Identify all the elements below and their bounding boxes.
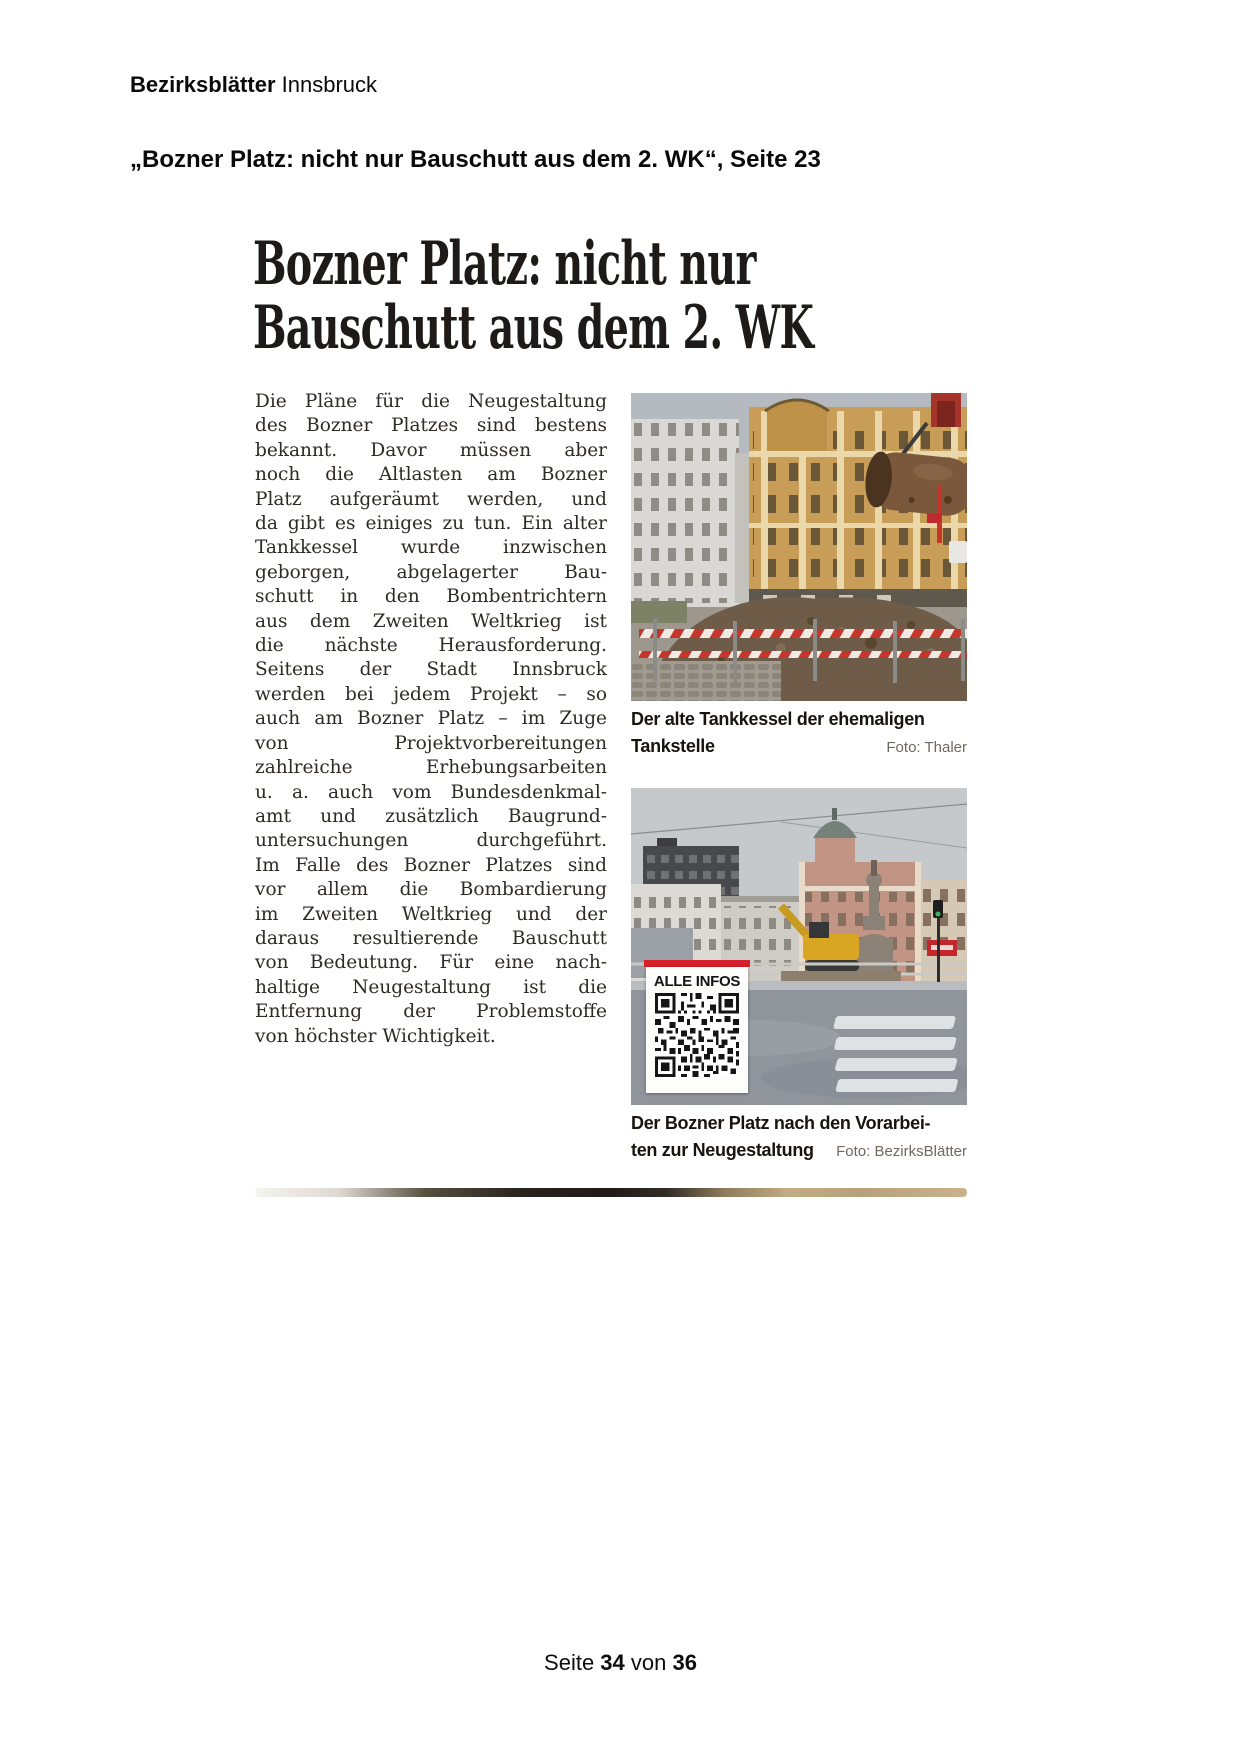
cropped-photo-strip	[255, 1188, 967, 1197]
page-footer	[0, 1650, 1241, 1676]
body-text-line: von höchster Wichtigkeit.	[255, 1025, 496, 1047]
photo-bozner-platz	[631, 788, 967, 1105]
qr-label: ALLE INFOS	[653, 973, 741, 990]
body-text-line: Die Pläne für die Neugestaltung	[255, 391, 607, 412]
body-text-line: Platz aufgeräumt werden, und	[255, 488, 607, 510]
body-text-line: zahlreiche Erhebungsarbeiten	[255, 757, 607, 779]
tank-recovery-illustration	[631, 393, 967, 701]
headline-line-2: Bauschutt aus dem 2. WK	[253, 293, 814, 363]
photo1-caption-line2-text: Tankstelle	[631, 736, 715, 756]
body-text-line: von Bedeutung. Für eine nach-	[255, 952, 607, 974]
body-text-line: des Bozner Platzes sind bestens	[255, 415, 607, 437]
photo2-caption-line2-text: ten zur Neugestaltung	[631, 1140, 814, 1160]
body-text-line: im Zweiten Weltkrieg und der	[255, 903, 607, 925]
body-text-line: geborgen, abgelagerter Bau-	[255, 561, 607, 583]
body-text-line: die nächste Herausforderung.	[255, 635, 607, 657]
footer-label-of: von	[624, 1650, 673, 1675]
publication-brand: Bezirksblätter	[130, 72, 276, 97]
body-text-line: von Projektvorbereitungen	[255, 732, 607, 754]
photo-tank-recovery	[631, 393, 967, 701]
body-text-line: Im Falle des Bozner Platzes sind	[255, 854, 607, 876]
photo1-caption-line2	[631, 733, 967, 761]
photo2-caption-line2	[631, 1137, 967, 1165]
body-text-line: Entfernung der Problemstoffe	[255, 1001, 607, 1023]
body-text-line: auch am Bozner Platz – im Zuge	[255, 708, 607, 730]
body-text-line: Tankkessel wurde inzwischen	[255, 537, 607, 559]
article-body-column	[255, 390, 607, 1049]
qr-code-icon	[655, 993, 739, 1077]
footer-total-pages: 36	[672, 1650, 697, 1675]
photo2-caption	[631, 1110, 967, 1165]
photo2-caption-line1: Der Bozner Platz nach den Vorarbei-	[631, 1113, 931, 1133]
footer-label-page: Seite	[544, 1650, 601, 1675]
body-text-line: amt und zusätzlich Baugrund-	[255, 805, 607, 827]
body-text-line: noch die Altlasten am Bozner	[255, 464, 607, 486]
body-text-line: untersuchungen durchgeführt.	[255, 830, 607, 852]
headline-line-1: Bozner Platz: nicht nur	[253, 229, 756, 299]
body-text-line: aus dem Zweiten Weltkrieg ist	[255, 610, 607, 632]
qr-red-bar	[644, 960, 750, 967]
photo1-caption	[631, 706, 967, 761]
photo2-credit: Foto: BezirksBlätter	[836, 1143, 967, 1160]
article-headline	[253, 229, 1102, 363]
body-text-line: vor allem die Bombardierung	[255, 879, 607, 901]
body-text-line: schutt in den Bombentrichtern	[255, 586, 607, 608]
body-text-line: werden bei jedem Projekt – so	[255, 683, 607, 705]
publication-edition: Innsbruck	[275, 72, 378, 97]
footer-current-page: 34	[600, 1650, 625, 1675]
photo1-caption-line1: Der alte Tankkessel der ehemaligen	[631, 709, 925, 729]
body-text-line: daraus resultierende Bauschutt	[255, 927, 607, 949]
body-text-line: da gibt es einiges zu tun. Ein alter	[255, 513, 607, 535]
body-text-line: u. a. auch vom Bundesdenkmal-	[255, 781, 607, 803]
body-text-line: haltige Neugestaltung ist die	[255, 976, 607, 998]
photo1-credit: Foto: Thaler	[886, 739, 967, 756]
body-text-line: bekannt. Davor müssen aber	[255, 439, 607, 461]
body-text-line: Seitens der Stadt Innsbruck	[255, 659, 607, 681]
pdf-header	[130, 72, 377, 98]
qr-info-card	[646, 967, 748, 1093]
subject-line: „Bozner Platz: nicht nur Bauschutt aus dem 2. WK“, Seite 23	[130, 146, 821, 173]
